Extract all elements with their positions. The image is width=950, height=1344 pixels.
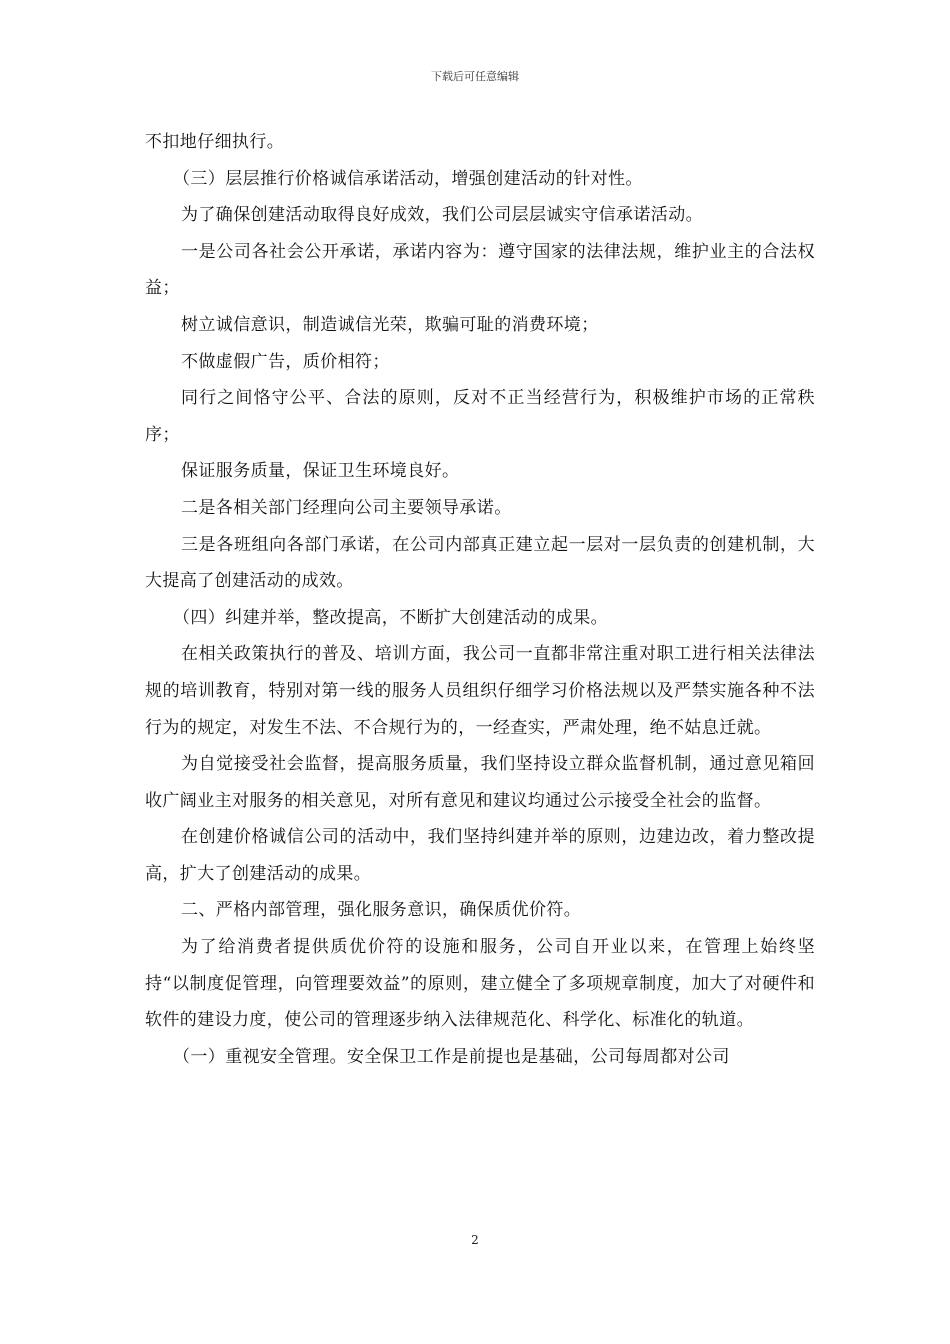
paragraph: 在创建价格诚信公司的活动中，我们坚持纠建并举的原则，边建边改，着力整改提高，扩大了创建活动的成果。 xyxy=(145,827,815,884)
section-heading-1: （一）重视安全管理。安全保卫工作是前提也是基础，公司每周都对公司 xyxy=(173,1046,730,1067)
paragraph: 在相关政策执行的普及、培训方面，我公司一直都非常注重对职工进行相关法律法规的培训教育，特别对第一线的服务人员组织仔细学习价格法规以及严禁实施各种不法行为的规定，对发生不法、不合规行为的，一经查实，严肃处理，绝不姑息迁就。 xyxy=(145,644,815,738)
paragraph: 一是公司各社会公开承诺，承诺内容为：遵守国家的法律法规，维护业主的合法权益； xyxy=(145,241,815,299)
paragraph: 保证服务质量，保证卫生环境良好。 xyxy=(181,461,460,482)
page-number: 2 xyxy=(471,1233,479,1247)
document-body xyxy=(145,124,815,1075)
section-heading-4: （四）纠建并举，整改提高，不断扩大创建活动的成果。 xyxy=(173,607,608,628)
paragraph: 不做虚假广告，质价相符； xyxy=(181,351,390,372)
paragraph: 为自觉接受社会监督，提高服务质量，我们坚持设立群众监督机制，通过意见箱回收广阔业主对服务的相关意见，对所有意见和建议均通过公示接受全社会的监督。 xyxy=(145,754,815,811)
paragraph: 同行之间恪守公平、合法的原则，反对不正当经营行为，积极维护市场的正常秩序； xyxy=(145,388,815,445)
section-heading-3: （三）层层推行价格诚信承诺活动，增强创建活动的针对性。 xyxy=(173,168,643,189)
paragraph: 二是各相关部门经理向公司主要领导承诺。 xyxy=(181,497,512,518)
paragraph: 为了给消费者提供质优价符的设施和服务，公司自开业以来，在管理上始终坚持“以制度促管理，向管理要效益”的原则，建立健全了多项规章制度，加大了对硬件和软件的建设力度，使公司的管理逐步纳入法律规范化、科学化、标准化的轨道。 xyxy=(145,937,815,1031)
paragraph: 为了确保创建活动取得良好成效，我们公司层层诚实守信承诺活动。 xyxy=(181,205,703,226)
section-heading-2: 二、严格内部管理，强化服务意识，确保质优价符。 xyxy=(181,900,582,921)
paragraph-continuation: 不扣地仔细执行。 xyxy=(145,132,285,152)
paragraph: 树立诚信意识，制造诚信光荣，欺骗可耻的消费环境； xyxy=(181,314,599,335)
paragraph: 三是各班组向各部门承诺，在公司内部真正建立起一层对一层负责的创建机制，大大提高了创建活动的成效。 xyxy=(145,534,815,592)
page-header: 下载后可任意编辑 xyxy=(431,70,519,83)
